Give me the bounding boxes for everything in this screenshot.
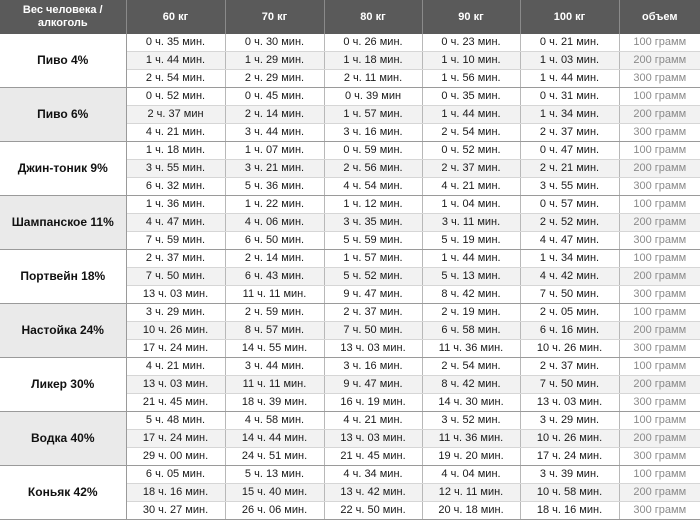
weight-header-60: 60 кг — [126, 0, 225, 34]
weight-header-90: 90 кг — [422, 0, 520, 34]
time-cell: 3 ч. 11 мин. — [422, 214, 520, 232]
time-cell: 1 ч. 36 мин. — [126, 196, 225, 214]
drink-name: Ликер 30% — [0, 358, 126, 412]
time-cell: 13 ч. 42 мин. — [324, 484, 422, 502]
time-cell: 1 ч. 57 мин. — [324, 106, 422, 124]
time-cell: 1 ч. 22 мин. — [225, 196, 324, 214]
time-cell: 21 ч. 45 мин. — [126, 394, 225, 412]
volume-cell: 100 грамм — [619, 304, 700, 322]
time-cell: 2 ч. 11 мин. — [324, 70, 422, 88]
time-cell: 2 ч. 54 мин. — [422, 358, 520, 376]
time-cell: 4 ч. 21 мин. — [422, 178, 520, 196]
drink-group — [0, 358, 700, 412]
time-cell: 13 ч. 03 мин. — [126, 286, 225, 304]
time-cell: 1 ч. 18 мин. — [126, 142, 225, 160]
time-cell: 0 ч. 52 мин. — [126, 88, 225, 106]
time-cell: 1 ч. 10 мин. — [422, 52, 520, 70]
time-cell: 5 ч. 48 мин. — [126, 412, 225, 430]
time-cell: 1 ч. 12 мин. — [324, 196, 422, 214]
volume-cell: 100 грамм — [619, 88, 700, 106]
time-cell: 0 ч. 30 мин. — [225, 34, 324, 52]
table-row — [0, 304, 700, 322]
time-cell: 13 ч. 03 мин. — [324, 340, 422, 358]
volume-cell: 200 грамм — [619, 106, 700, 124]
volume-cell: 100 грамм — [619, 250, 700, 268]
time-cell: 4 ч. 21 мин. — [126, 124, 225, 142]
time-cell: 3 ч. 39 мин. — [520, 466, 619, 484]
time-cell: 2 ч. 54 мин. — [422, 124, 520, 142]
table-row — [0, 196, 700, 214]
time-cell: 2 ч. 37 мин. — [520, 358, 619, 376]
time-cell: 17 ч. 24 мин. — [126, 430, 225, 448]
time-cell: 5 ч. 59 мин. — [324, 232, 422, 250]
time-cell: 9 ч. 47 мин. — [324, 286, 422, 304]
time-cell: 11 ч. 11 мин. — [225, 376, 324, 394]
time-cell: 7 ч. 50 мин. — [520, 376, 619, 394]
time-cell: 5 ч. 13 мин. — [422, 268, 520, 286]
time-cell: 1 ч. 34 мин. — [520, 250, 619, 268]
time-cell: 6 ч. 50 мин. — [225, 232, 324, 250]
time-cell: 7 ч. 50 мин. — [126, 268, 225, 286]
time-cell: 3 ч. 29 мин. — [520, 412, 619, 430]
time-cell: 16 ч. 19 мин. — [324, 394, 422, 412]
time-cell: 29 ч. 00 мин. — [126, 448, 225, 466]
time-cell: 0 ч. 21 мин. — [520, 34, 619, 52]
time-cell: 1 ч. 03 мин. — [520, 52, 619, 70]
time-cell: 2 ч. 59 мин. — [225, 304, 324, 322]
time-cell: 15 ч. 40 мин. — [225, 484, 324, 502]
time-cell: 4 ч. 42 мин. — [520, 268, 619, 286]
time-cell: 14 ч. 44 мин. — [225, 430, 324, 448]
time-cell: 19 ч. 20 мин. — [422, 448, 520, 466]
time-cell: 18 ч. 16 мин. — [520, 502, 619, 520]
volume-cell: 300 грамм — [619, 286, 700, 304]
time-cell: 5 ч. 52 мин. — [324, 268, 422, 286]
time-cell: 22 ч. 50 мин. — [324, 502, 422, 520]
time-cell: 10 ч. 26 мин. — [520, 430, 619, 448]
time-cell: 11 ч. 36 мин. — [422, 430, 520, 448]
time-cell: 8 ч. 42 мин. — [422, 286, 520, 304]
table-row — [0, 34, 700, 52]
time-cell: 7 ч. 59 мин. — [126, 232, 225, 250]
drink-name: Настойка 24% — [0, 304, 126, 358]
time-cell: 1 ч. 34 мин. — [520, 106, 619, 124]
time-cell: 0 ч. 57 мин. — [520, 196, 619, 214]
time-cell: 8 ч. 57 мин. — [225, 322, 324, 340]
time-cell: 21 ч. 45 мин. — [324, 448, 422, 466]
time-cell: 4 ч. 47 мин. — [520, 232, 619, 250]
weight-header-100: 100 кг — [520, 0, 619, 34]
volume-cell: 200 грамм — [619, 214, 700, 232]
drink-group — [0, 466, 700, 520]
time-cell: 7 ч. 50 мин. — [520, 286, 619, 304]
time-cell: 5 ч. 19 мин. — [422, 232, 520, 250]
time-cell: 11 ч. 36 мин. — [422, 340, 520, 358]
drink-group — [0, 34, 700, 88]
table-row — [0, 358, 700, 376]
drink-name: Водка 40% — [0, 412, 126, 466]
volume-cell: 200 грамм — [619, 376, 700, 394]
time-cell: 11 ч. 11 мин. — [225, 286, 324, 304]
volume-cell: 300 грамм — [619, 232, 700, 250]
volume-cell: 100 грамм — [619, 412, 700, 430]
time-cell: 4 ч. 21 мин. — [324, 412, 422, 430]
drink-name: Коньяк 42% — [0, 466, 126, 520]
time-cell: 2 ч. 37 мин. — [422, 160, 520, 178]
volume-cell: 200 грамм — [619, 52, 700, 70]
time-cell: 0 ч. 35 мин. — [126, 34, 225, 52]
time-cell: 13 ч. 03 мин. — [126, 376, 225, 394]
time-cell: 3 ч. 55 мин. — [520, 178, 619, 196]
volume-cell: 200 грамм — [619, 268, 700, 286]
drink-group — [0, 304, 700, 358]
time-cell: 7 ч. 50 мин. — [324, 322, 422, 340]
time-cell: 1 ч. 07 мин. — [225, 142, 324, 160]
volume-cell: 300 грамм — [619, 178, 700, 196]
time-cell: 5 ч. 36 мин. — [225, 178, 324, 196]
time-cell: 3 ч. 55 мин. — [126, 160, 225, 178]
volume-cell: 300 грамм — [619, 340, 700, 358]
time-cell: 14 ч. 30 мин. — [422, 394, 520, 412]
time-cell: 1 ч. 44 мин. — [422, 106, 520, 124]
volume-cell: 100 грамм — [619, 34, 700, 52]
time-cell: 2 ч. 37 мин. — [126, 250, 225, 268]
volume-cell: 100 грамм — [619, 196, 700, 214]
time-cell: 0 ч. 26 мин. — [324, 34, 422, 52]
time-cell: 3 ч. 44 мин. — [225, 124, 324, 142]
drink-name: Пиво 4% — [0, 34, 126, 88]
drink-name: Пиво 6% — [0, 88, 126, 142]
time-cell: 10 ч. 26 мин. — [126, 322, 225, 340]
time-cell: 26 ч. 06 мин. — [225, 502, 324, 520]
time-cell: 6 ч. 05 мин. — [126, 466, 225, 484]
time-cell: 9 ч. 47 мин. — [324, 376, 422, 394]
volume-cell: 200 грамм — [619, 322, 700, 340]
time-cell: 2 ч. 37 мин. — [520, 124, 619, 142]
volume-cell: 100 грамм — [619, 466, 700, 484]
time-cell: 6 ч. 58 мин. — [422, 322, 520, 340]
time-cell: 30 ч. 27 мин. — [126, 502, 225, 520]
time-cell: 18 ч. 16 мин. — [126, 484, 225, 502]
time-cell: 2 ч. 05 мин. — [520, 304, 619, 322]
corner-header: Вес человека / алкоголь — [0, 0, 126, 34]
time-cell: 4 ч. 47 мин. — [126, 214, 225, 232]
drink-group — [0, 196, 700, 250]
time-cell: 2 ч. 19 мин. — [422, 304, 520, 322]
time-cell: 13 ч. 03 мин. — [324, 430, 422, 448]
time-cell: 0 ч. 31 мин. — [520, 88, 619, 106]
time-cell: 3 ч. 29 мин. — [126, 304, 225, 322]
time-cell: 1 ч. 44 мин. — [126, 52, 225, 70]
time-cell: 3 ч. 16 мин. — [324, 358, 422, 376]
time-cell: 0 ч. 35 мин. — [422, 88, 520, 106]
time-cell: 2 ч. 14 мин. — [225, 106, 324, 124]
time-cell: 1 ч. 44 мин. — [520, 70, 619, 88]
time-cell: 2 ч. 52 мин. — [520, 214, 619, 232]
time-cell: 1 ч. 56 мин. — [422, 70, 520, 88]
drink-name: Портвейн 18% — [0, 250, 126, 304]
volume-cell: 300 грамм — [619, 394, 700, 412]
time-cell: 4 ч. 21 мин. — [126, 358, 225, 376]
weight-header-70: 70 кг — [225, 0, 324, 34]
time-cell: 0 ч. 47 мин. — [520, 142, 619, 160]
volume-cell: 200 грамм — [619, 484, 700, 502]
time-cell: 2 ч. 14 мин. — [225, 250, 324, 268]
weight-header-80: 80 кг — [324, 0, 422, 34]
time-cell: 10 ч. 58 мин. — [520, 484, 619, 502]
time-cell: 0 ч. 45 мин. — [225, 88, 324, 106]
table-row — [0, 412, 700, 430]
time-cell: 17 ч. 24 мин. — [520, 448, 619, 466]
time-cell: 4 ч. 34 мин. — [324, 466, 422, 484]
time-cell: 1 ч. 18 мин. — [324, 52, 422, 70]
table-header — [0, 0, 700, 34]
time-cell: 4 ч. 54 мин. — [324, 178, 422, 196]
table-row — [0, 142, 700, 160]
time-cell: 13 ч. 03 мин. — [520, 394, 619, 412]
drink-group — [0, 88, 700, 142]
drink-group — [0, 142, 700, 196]
time-cell: 3 ч. 35 мин. — [324, 214, 422, 232]
time-cell: 0 ч. 52 мин. — [422, 142, 520, 160]
drink-group — [0, 250, 700, 304]
time-cell: 2 ч. 21 мин. — [520, 160, 619, 178]
time-cell: 1 ч. 04 мин. — [422, 196, 520, 214]
table-row — [0, 250, 700, 268]
time-cell: 8 ч. 42 мин. — [422, 376, 520, 394]
time-cell: 12 ч. 11 мин. — [422, 484, 520, 502]
time-cell: 1 ч. 44 мин. — [422, 250, 520, 268]
volume-cell: 100 грамм — [619, 142, 700, 160]
time-cell: 24 ч. 51 мин. — [225, 448, 324, 466]
time-cell: 3 ч. 44 мин. — [225, 358, 324, 376]
volume-cell: 100 грамм — [619, 358, 700, 376]
time-cell: 6 ч. 16 мин. — [520, 322, 619, 340]
time-cell: 2 ч. 29 мин. — [225, 70, 324, 88]
time-cell: 4 ч. 58 мин. — [225, 412, 324, 430]
volume-cell: 200 грамм — [619, 160, 700, 178]
time-cell: 3 ч. 16 мин. — [324, 124, 422, 142]
time-cell: 0 ч. 39 мин — [324, 88, 422, 106]
time-cell: 0 ч. 59 мин. — [324, 142, 422, 160]
time-cell: 14 ч. 55 мин. — [225, 340, 324, 358]
time-cell: 3 ч. 52 мин. — [422, 412, 520, 430]
volume-cell: 300 грамм — [619, 448, 700, 466]
time-cell: 4 ч. 06 мин. — [225, 214, 324, 232]
time-cell: 2 ч. 56 мин. — [324, 160, 422, 178]
time-cell: 1 ч. 29 мин. — [225, 52, 324, 70]
time-cell: 2 ч. 37 мин. — [324, 304, 422, 322]
drink-group — [0, 412, 700, 466]
time-cell: 2 ч. 37 мин — [126, 106, 225, 124]
time-cell: 17 ч. 24 мин. — [126, 340, 225, 358]
drink-name: Джин-тоник 9% — [0, 142, 126, 196]
volume-cell: 300 грамм — [619, 502, 700, 520]
time-cell: 6 ч. 43 мин. — [225, 268, 324, 286]
time-cell: 0 ч. 23 мин. — [422, 34, 520, 52]
time-cell: 2 ч. 54 мин. — [126, 70, 225, 88]
volume-cell: 300 грамм — [619, 70, 700, 88]
time-cell: 3 ч. 21 мин. — [225, 160, 324, 178]
time-cell: 4 ч. 04 мин. — [422, 466, 520, 484]
time-cell: 5 ч. 13 мин. — [225, 466, 324, 484]
time-cell: 10 ч. 26 мин. — [520, 340, 619, 358]
time-cell: 6 ч. 32 мин. — [126, 178, 225, 196]
volume-header: объем — [619, 0, 700, 34]
volume-cell: 300 грамм — [619, 124, 700, 142]
table-row — [0, 466, 700, 484]
drink-name: Шампанское 11% — [0, 196, 126, 250]
time-cell: 20 ч. 18 мин. — [422, 502, 520, 520]
time-cell: 18 ч. 39 мин. — [225, 394, 324, 412]
table-row — [0, 88, 700, 106]
time-cell: 1 ч. 57 мин. — [324, 250, 422, 268]
volume-cell: 200 грамм — [619, 430, 700, 448]
